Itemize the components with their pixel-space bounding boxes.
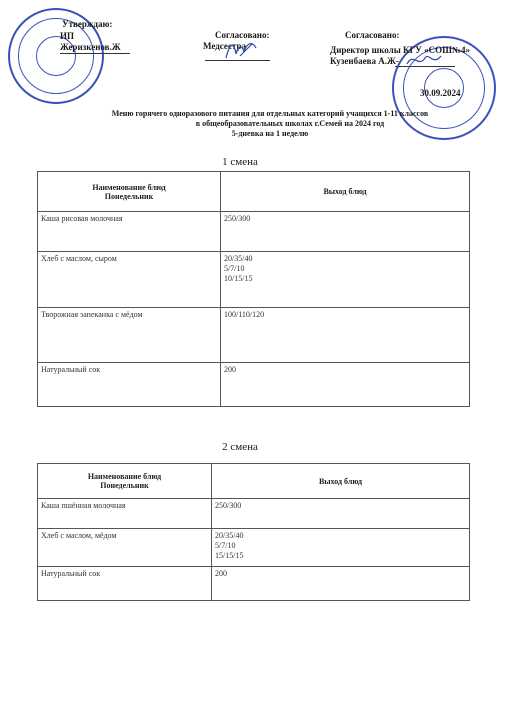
approve-label: Утверждаю: bbox=[62, 19, 113, 29]
director-role: Директор школы КГУ «СОШ№4» bbox=[330, 45, 471, 55]
title-line-2: в общеобразовательных школах г.Семей на 2024 год bbox=[195, 119, 385, 128]
table-row bbox=[38, 529, 470, 567]
portion-header: Выход блюд bbox=[212, 464, 470, 499]
dish-portion: 200 bbox=[212, 567, 470, 601]
director-name: Кузенбаева А.Ж- bbox=[330, 56, 399, 66]
dish-name: Натуральный сок bbox=[38, 567, 212, 601]
dish-name: Каша пшённая молочная bbox=[38, 499, 212, 529]
portion-header: Выход блюд bbox=[221, 172, 470, 212]
nurse-signature bbox=[222, 38, 262, 62]
director-signature bbox=[405, 50, 445, 70]
document-title bbox=[40, 109, 500, 139]
table-row bbox=[38, 363, 470, 407]
title-line-1: Меню горячего одноразового питания для отдельных категорий учащихся 1-11 классов bbox=[111, 109, 429, 118]
dish-name: Хлеб с маслом, сыром bbox=[38, 252, 221, 308]
dish-name-header: Наименование блюд Понедельник bbox=[38, 172, 221, 212]
dish-portion: 20/35/40 5/7/10 15/15/15 bbox=[212, 529, 470, 567]
dish-portion: 250/300 bbox=[212, 499, 470, 529]
shift-2-menu-table bbox=[37, 463, 470, 601]
table-header-row bbox=[38, 172, 470, 212]
shift-1-menu-table bbox=[37, 171, 470, 407]
dish-portion: 20/35/40 5/7/10 10/15/15 bbox=[221, 252, 470, 308]
shift-1-heading: 1 смена bbox=[222, 156, 258, 168]
approve-name: ИП Жеризкенов.Ж bbox=[60, 31, 130, 54]
shift-2-heading: 2 смена bbox=[222, 441, 258, 453]
agreed-director-label: Согласовано: bbox=[345, 30, 400, 40]
dish-name-header: Наименование блюд Понедельник bbox=[38, 464, 212, 499]
nurse-role: Медсестра bbox=[203, 41, 247, 51]
table-header-row bbox=[38, 464, 470, 499]
agreed-nurse-label: Согласовано: bbox=[215, 30, 270, 40]
table-row bbox=[38, 252, 470, 308]
table-row bbox=[38, 308, 470, 363]
dish-portion: 250/300 bbox=[221, 212, 470, 252]
dish-name: Каша рисовая молочная bbox=[38, 212, 221, 252]
title-line-3: 5-дневка на 1 неделю bbox=[231, 129, 309, 138]
dish-portion: 100/110/120 bbox=[221, 308, 470, 363]
table-row bbox=[38, 499, 470, 529]
dish-name: Хлеб с маслом, мёдом bbox=[38, 529, 212, 567]
table-row bbox=[38, 567, 470, 601]
dish-name: Натуральный сок bbox=[38, 363, 221, 407]
dish-portion: 200 bbox=[221, 363, 470, 407]
dish-name: Творожная запеканка с мёдом bbox=[38, 308, 221, 363]
approval-date: 30.09.2024 bbox=[420, 88, 461, 98]
table-row bbox=[38, 212, 470, 252]
